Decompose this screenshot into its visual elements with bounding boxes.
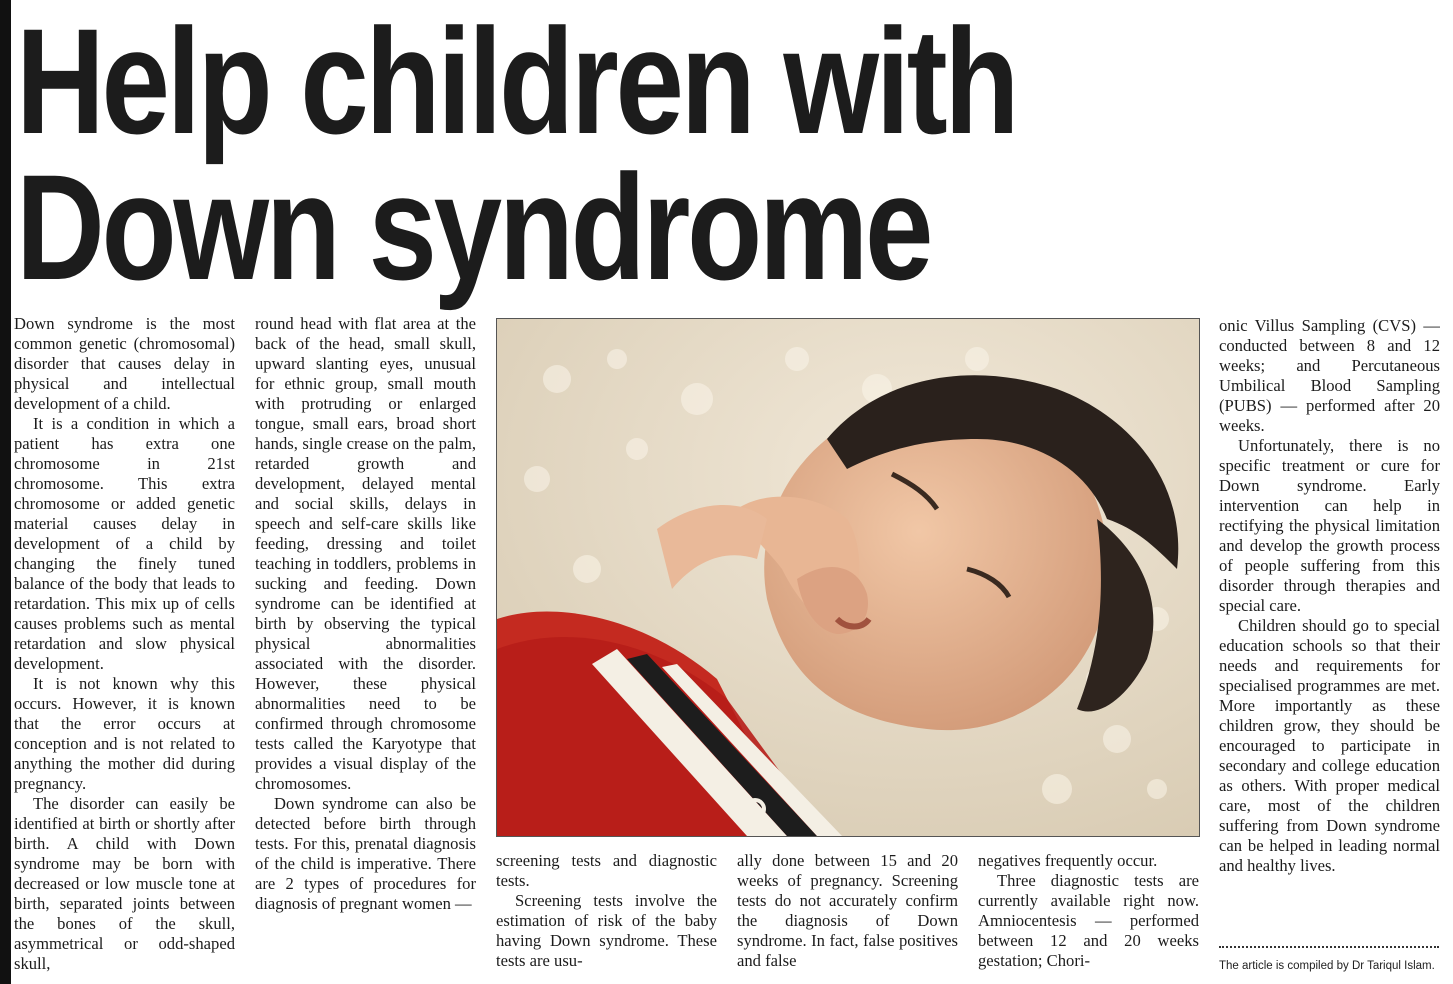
paragraph: round head with flat area at the back of the head, small skull, upward slanting eyes, unusual for ethnic group, small mouth with protruding or enlarged tongue, small ears, broad short hands, single crease on the palm, retarded growth and development, delayed mental and social skills, delays in speech and self-care skills like feeding, dressing and toilet teaching in toddlers, problems in sucking and feeding. Down syndrome can be identified at birth by observing the typical physical abnormalities associated with the disorder. However, these physical abnormalities need to be confirmed through chromosome tests called the Karyotype that provides a visual display of the chromosomes. xyxy=(255,314,476,793)
article-column-4 xyxy=(737,851,958,980)
baby-photo xyxy=(496,318,1200,837)
article-column-2 xyxy=(255,314,476,980)
credit-divider xyxy=(1219,946,1439,948)
page-edge-bar xyxy=(0,0,11,984)
paragraph: It is not known why this occurs. However, it is known that the error occurs at conception and is not related to anything the mother did during pregnancy. xyxy=(14,674,235,793)
headline xyxy=(16,0,1017,311)
author-credit: The article is compiled by Dr Tariqul Islam. xyxy=(1219,960,1435,972)
headline-line-2: Down syndrome xyxy=(16,143,931,311)
paragraph: onic Villus Sampling (CVS) — conducted between 8 and 12 weeks; and Percutaneous Umbilical Blood Sampling (PUBS) — performed after 20 weeks. xyxy=(1219,316,1440,435)
paragraph: The disorder can easily be identified at birth or shortly after birth. A child with Down syndrome may be born with decreased or low muscle tone at birth, separated joints between the bones of the skull, asymmetrical or odd-shaped skull, xyxy=(14,794,235,973)
paragraph: negatives frequently occur. xyxy=(978,851,1158,870)
paragraph: Down syndrome is the most common genetic (chromosomal) disorder that causes delay in physical and intellectual development of a child. xyxy=(14,314,235,413)
baby-photo-illustration xyxy=(497,319,1199,836)
paragraph: Three diagnostic tests are currently available right now. Amniocentesis — performed between 12 and 20 weeks gestation; Chori- xyxy=(978,871,1199,970)
paragraph: Screening tests involve the estimation of risk of the baby having Down syndrome. These tests are usu- xyxy=(496,891,717,970)
headline-line-1: Help children with xyxy=(16,0,1017,165)
paragraph: Children should go to special education schools so that their needs and requirements for specialised programmes are met. More importantly as these children grow, they should be encouraged to participate in secondary and college education as others. With proper medical care, most of the children suffering from Down syndrome can be helped in leading normal and healthy lives. xyxy=(1219,616,1440,875)
article-column-5 xyxy=(978,851,1199,980)
paragraph: Unfortunately, there is no specific treatment or cure for Down syndrome. Early intervention can help in rectifying the physical limitation and develop the growth process of people suffering from this disorder through therapies and special care. xyxy=(1219,436,1440,615)
paragraph: Down syndrome can also be detected before birth through tests. For this, prenatal diagnosis of the child is imperative. There are 2 types of procedures for diagnosis of pregnant women — xyxy=(255,794,476,913)
paragraph: screening tests and diagnostic tests. xyxy=(496,851,717,890)
article-column-3 xyxy=(496,851,717,980)
paragraph: It is a condition in which a patient has extra one chromosome in 21st chromosome. This extra chromosome or added genetic material causes delay in development of a child by changing the finely tuned balance of the body that leads to retardation. This mix up of cells causes problems such as mental retardation and slow physical development. xyxy=(14,414,235,673)
paragraph: ally done between 15 and 20 weeks of pregnancy. Screening tests do not accurately confirm the diagnosis of Down syndrome. In fact, false positives and false xyxy=(737,851,958,970)
article-column-6 xyxy=(1219,316,1440,940)
article-column-1 xyxy=(14,314,235,980)
